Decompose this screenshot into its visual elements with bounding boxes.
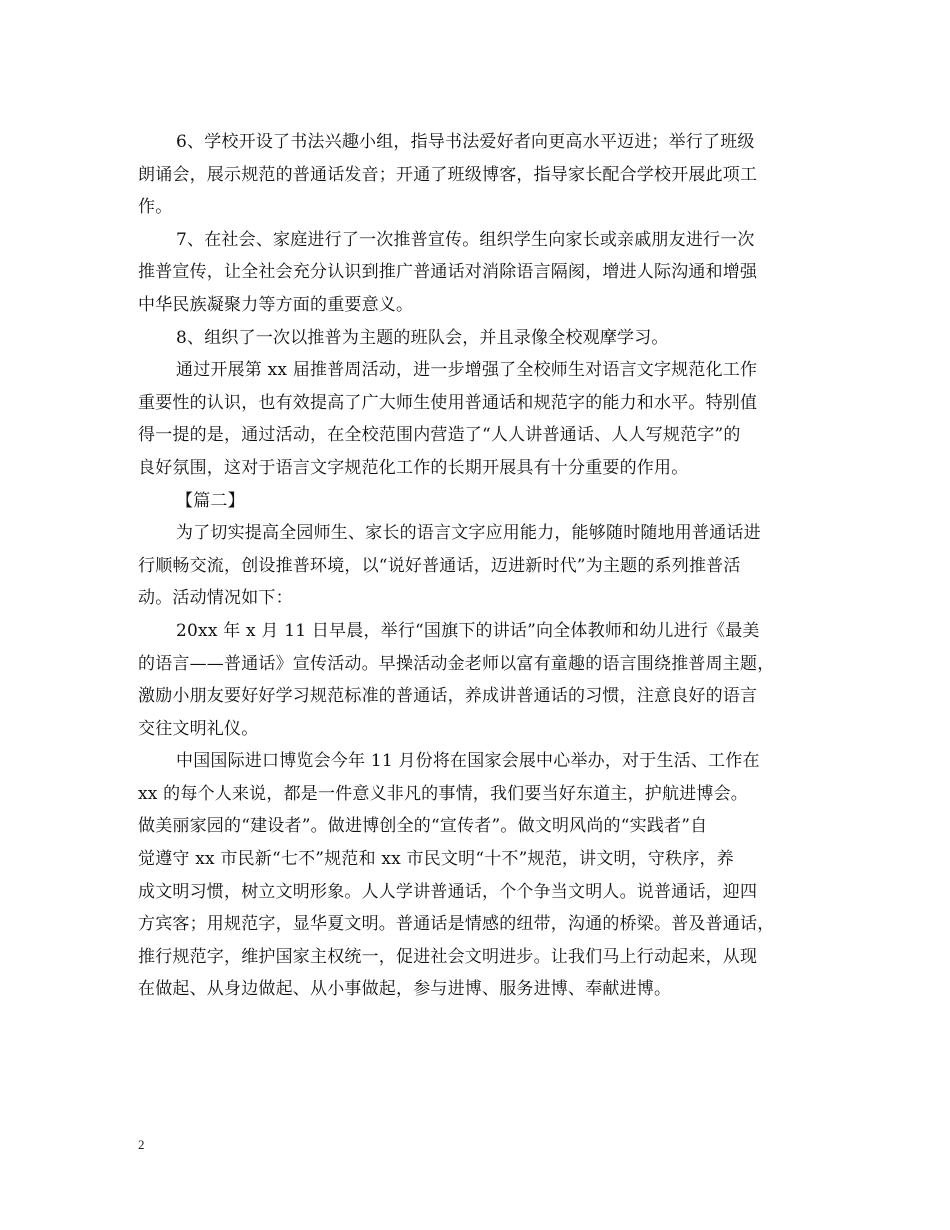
- text-line: 8、组织了一次以推普为主题的班队会，并且录像全校观摩学习。: [176, 327, 669, 348]
- text-line: 重要性的认识，也有效提高了广大师生使用普通话和规范字的能力和水平。特别值: [138, 392, 758, 413]
- text-line: 【篇二】: [176, 490, 245, 511]
- text-line: 6、学校开设了书法兴趣小组，指导书法爱好者向更高水平迈进；举行了班级: [176, 132, 755, 152]
- text-line: 为了切实提高全园师生、家长的语言文字应用能力，能够随时随地用普通话进: [176, 523, 761, 544]
- text-line: 做美丽家园的“建设者”。做进博创全的“宣传者”。做文明风尚的“实践者”自: [138, 816, 708, 837]
- text-line: 激励小朋友要好好学习规范标准的普通话，养成讲普通话的习惯，注意良好的语言: [138, 686, 758, 707]
- text-line: 交往文明礼仪。: [138, 718, 259, 739]
- text-line: 方宾客；用规范字，显华夏文明。普通话是情感的纽带，沟通的桥梁。普及普通话，: [138, 914, 775, 935]
- text-line: 觉遵守 xx 市民新“七不”规范和 xx 市民文明“十不”规范，讲文明，守秩序，养: [138, 849, 734, 870]
- text-line: xx 的每个人来说，都是一件意义非凡的事情，我们要当好东道主，护航进博会。: [138, 783, 748, 804]
- document-text: [138, 126, 810, 1006]
- document-body: [138, 126, 810, 1006]
- text-line: 推行规范字，维护国家主权统一，促进社会文明进步。让我们马上行动起来，从现: [138, 946, 758, 967]
- text-line: 朗诵会，展示规范的普通话发音；开通了班级博客，指导家长配合学校开展此项工: [138, 164, 758, 185]
- text-line: 中国国际进口博览会今年 11 月份将在国家会展中心举办，对于生活、工作在: [176, 751, 760, 772]
- text-line: 得一提的是，通过活动，在全校范围内营造了“人人讲普通话、人人写规范字”的: [138, 425, 741, 446]
- text-line: 的语言——普通话》宣传活动。早操活动金老师以富有童趣的语言围绕推普周主题，: [138, 653, 775, 674]
- text-line: 作。: [138, 197, 173, 218]
- text-line: 行顺畅交流，创设推普环境，以“说好普通话，迈进新时代”为主题的系列推普活: [138, 555, 741, 576]
- text-line: 7、在社会、家庭进行了一次推普宣传。组织学生向家长或亲戚朋友进行一次: [176, 229, 755, 250]
- text-line: 20xx 年 x 月 11 日早晨，举行“国旗下的讲话”向全体教师和幼儿进行《最美: [176, 620, 760, 641]
- text-line: 成文明习惯，树立文明形象。人人学讲普通话，个个争当文明人。说普通话，迎四: [138, 881, 758, 902]
- text-line: 动。活动情况如下：: [138, 588, 293, 609]
- text-line: 良好氛围，这对于语言文字规范化工作的长期开展具有十分重要的作用。: [138, 457, 689, 478]
- page-number: 2: [138, 1137, 145, 1152]
- text-line: 中华民族凝聚力等方面的重要意义。: [138, 294, 414, 315]
- text-line: 在做起、从身边做起、从小事做起，参与进博、服务进博、奉献进博。: [138, 979, 672, 1000]
- text-line: 推普宣传，让全社会充分认识到推广普通话对消除语言隔阂，增进人际沟通和增强: [138, 262, 758, 283]
- text-line: 通过开展第 xx 届推普周活动，进一步增强了全校师生对语言文字规范化工作: [176, 360, 758, 381]
